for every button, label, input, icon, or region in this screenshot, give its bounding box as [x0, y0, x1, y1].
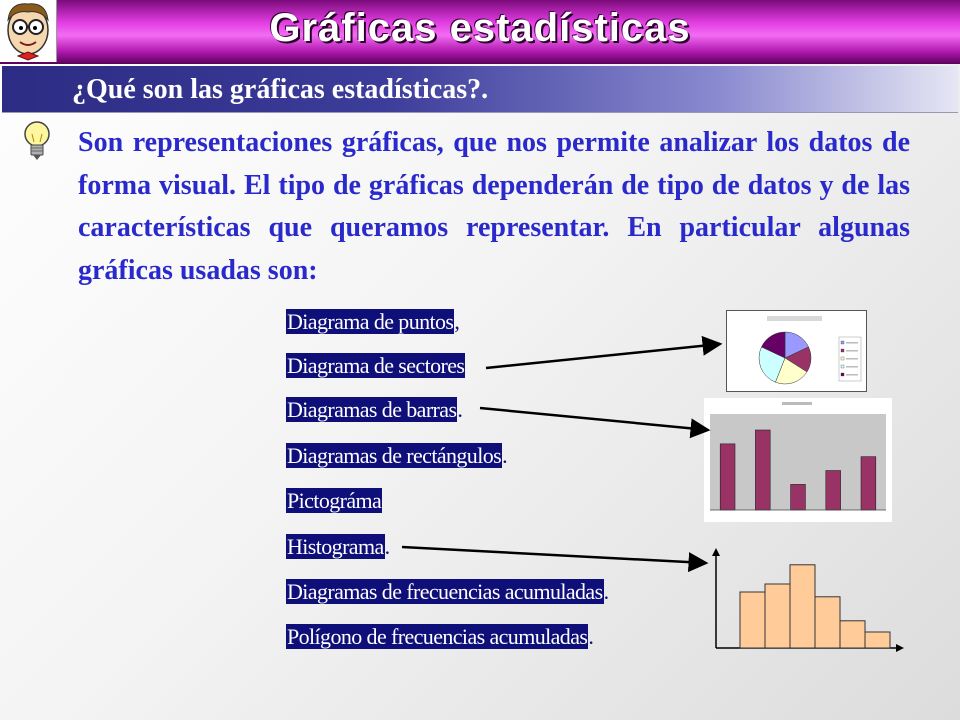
list-item-label: Pictográma — [287, 488, 382, 513]
list-item-suffix: . — [384, 534, 391, 559]
arrow-to-bars — [480, 408, 708, 430]
pie-legend-text-placeholder — [846, 358, 858, 360]
list-item-histograma — [286, 532, 390, 562]
list-item-suffix: , — [454, 309, 460, 334]
pie-legend-swatch — [841, 357, 844, 360]
bar — [791, 484, 806, 510]
pie-legend-swatch — [841, 341, 844, 344]
arrow-to-pie — [486, 344, 720, 368]
list-item-sectores — [286, 351, 465, 381]
histogram-bar — [840, 621, 865, 648]
list-item-suffix: . — [603, 579, 610, 604]
list-item-label: Diagramas de rectángulos — [287, 443, 502, 468]
list-item-puntos — [286, 307, 460, 337]
subtitle-bar — [2, 66, 958, 113]
pie-chart — [727, 311, 866, 391]
bar — [861, 457, 876, 510]
section-heading: ¿Qué son las gráficas estadísticas?. — [72, 74, 489, 105]
pie-title-placeholder — [767, 316, 822, 321]
histogram-thumbnail — [706, 546, 906, 652]
list-item-rectangulos — [286, 441, 508, 471]
arrow-to-histogram — [402, 547, 706, 563]
list-item-frecuencias — [286, 577, 609, 607]
hist-y-arrow-icon — [712, 548, 720, 556]
bar — [826, 471, 841, 510]
list-item-label: Histograma — [287, 534, 384, 559]
bar — [755, 430, 770, 510]
list-item-barras — [286, 395, 463, 425]
definition-paragraph: Son representaciones gráficas, que nos permite analizar los datos de forma visual. El tipo de gráficas dependerán de tipo de datos y de las características que queramos representar. En particular algunas gráficas usadas son: — [78, 127, 910, 286]
cartoon-avatar — [0, 0, 57, 62]
histogram-bar — [740, 592, 765, 648]
pie-legend-text-placeholder — [846, 342, 858, 344]
list-item-suffix: . — [588, 624, 594, 649]
list-item-suffix: . — [457, 397, 463, 422]
list-item-pictograma — [286, 486, 382, 516]
pie-legend-text-placeholder — [846, 350, 858, 352]
pie-chart-thumbnail — [726, 310, 867, 392]
lightbulb-icon — [22, 120, 52, 162]
list-item-suffix: . — [502, 443, 508, 468]
bar-title-placeholder — [782, 402, 812, 405]
histogram-bar — [765, 584, 790, 648]
histogram-bar — [865, 632, 890, 648]
list-item-label: Diagrama de puntos — [287, 309, 454, 334]
bar-chart — [704, 398, 892, 522]
histogram-bar — [790, 565, 815, 648]
histogram-bar — [815, 597, 840, 648]
pie-legend-text-placeholder — [846, 374, 858, 376]
hist-x-arrow-icon — [896, 644, 904, 652]
list-item-label: Polígono de frecuencias acumuladas — [287, 624, 588, 649]
histogram — [706, 546, 906, 652]
pie-legend-swatch — [841, 349, 844, 352]
list-item-label: Diagramas de frecuencias acumuladas — [287, 579, 603, 604]
pie-legend-swatch — [841, 373, 844, 376]
pie-legend-swatch — [841, 365, 844, 368]
slide-title: Gráficas estadísticas — [269, 6, 691, 50]
list-item-poligono — [286, 622, 594, 652]
pie-legend-text-placeholder — [846, 366, 858, 368]
title-bar — [0, 0, 960, 64]
list-item-label: Diagrama de sectores — [287, 353, 465, 378]
bar — [720, 444, 735, 510]
list-item-label: Diagramas de barras — [287, 397, 457, 422]
bar-chart-thumbnail — [704, 398, 892, 522]
